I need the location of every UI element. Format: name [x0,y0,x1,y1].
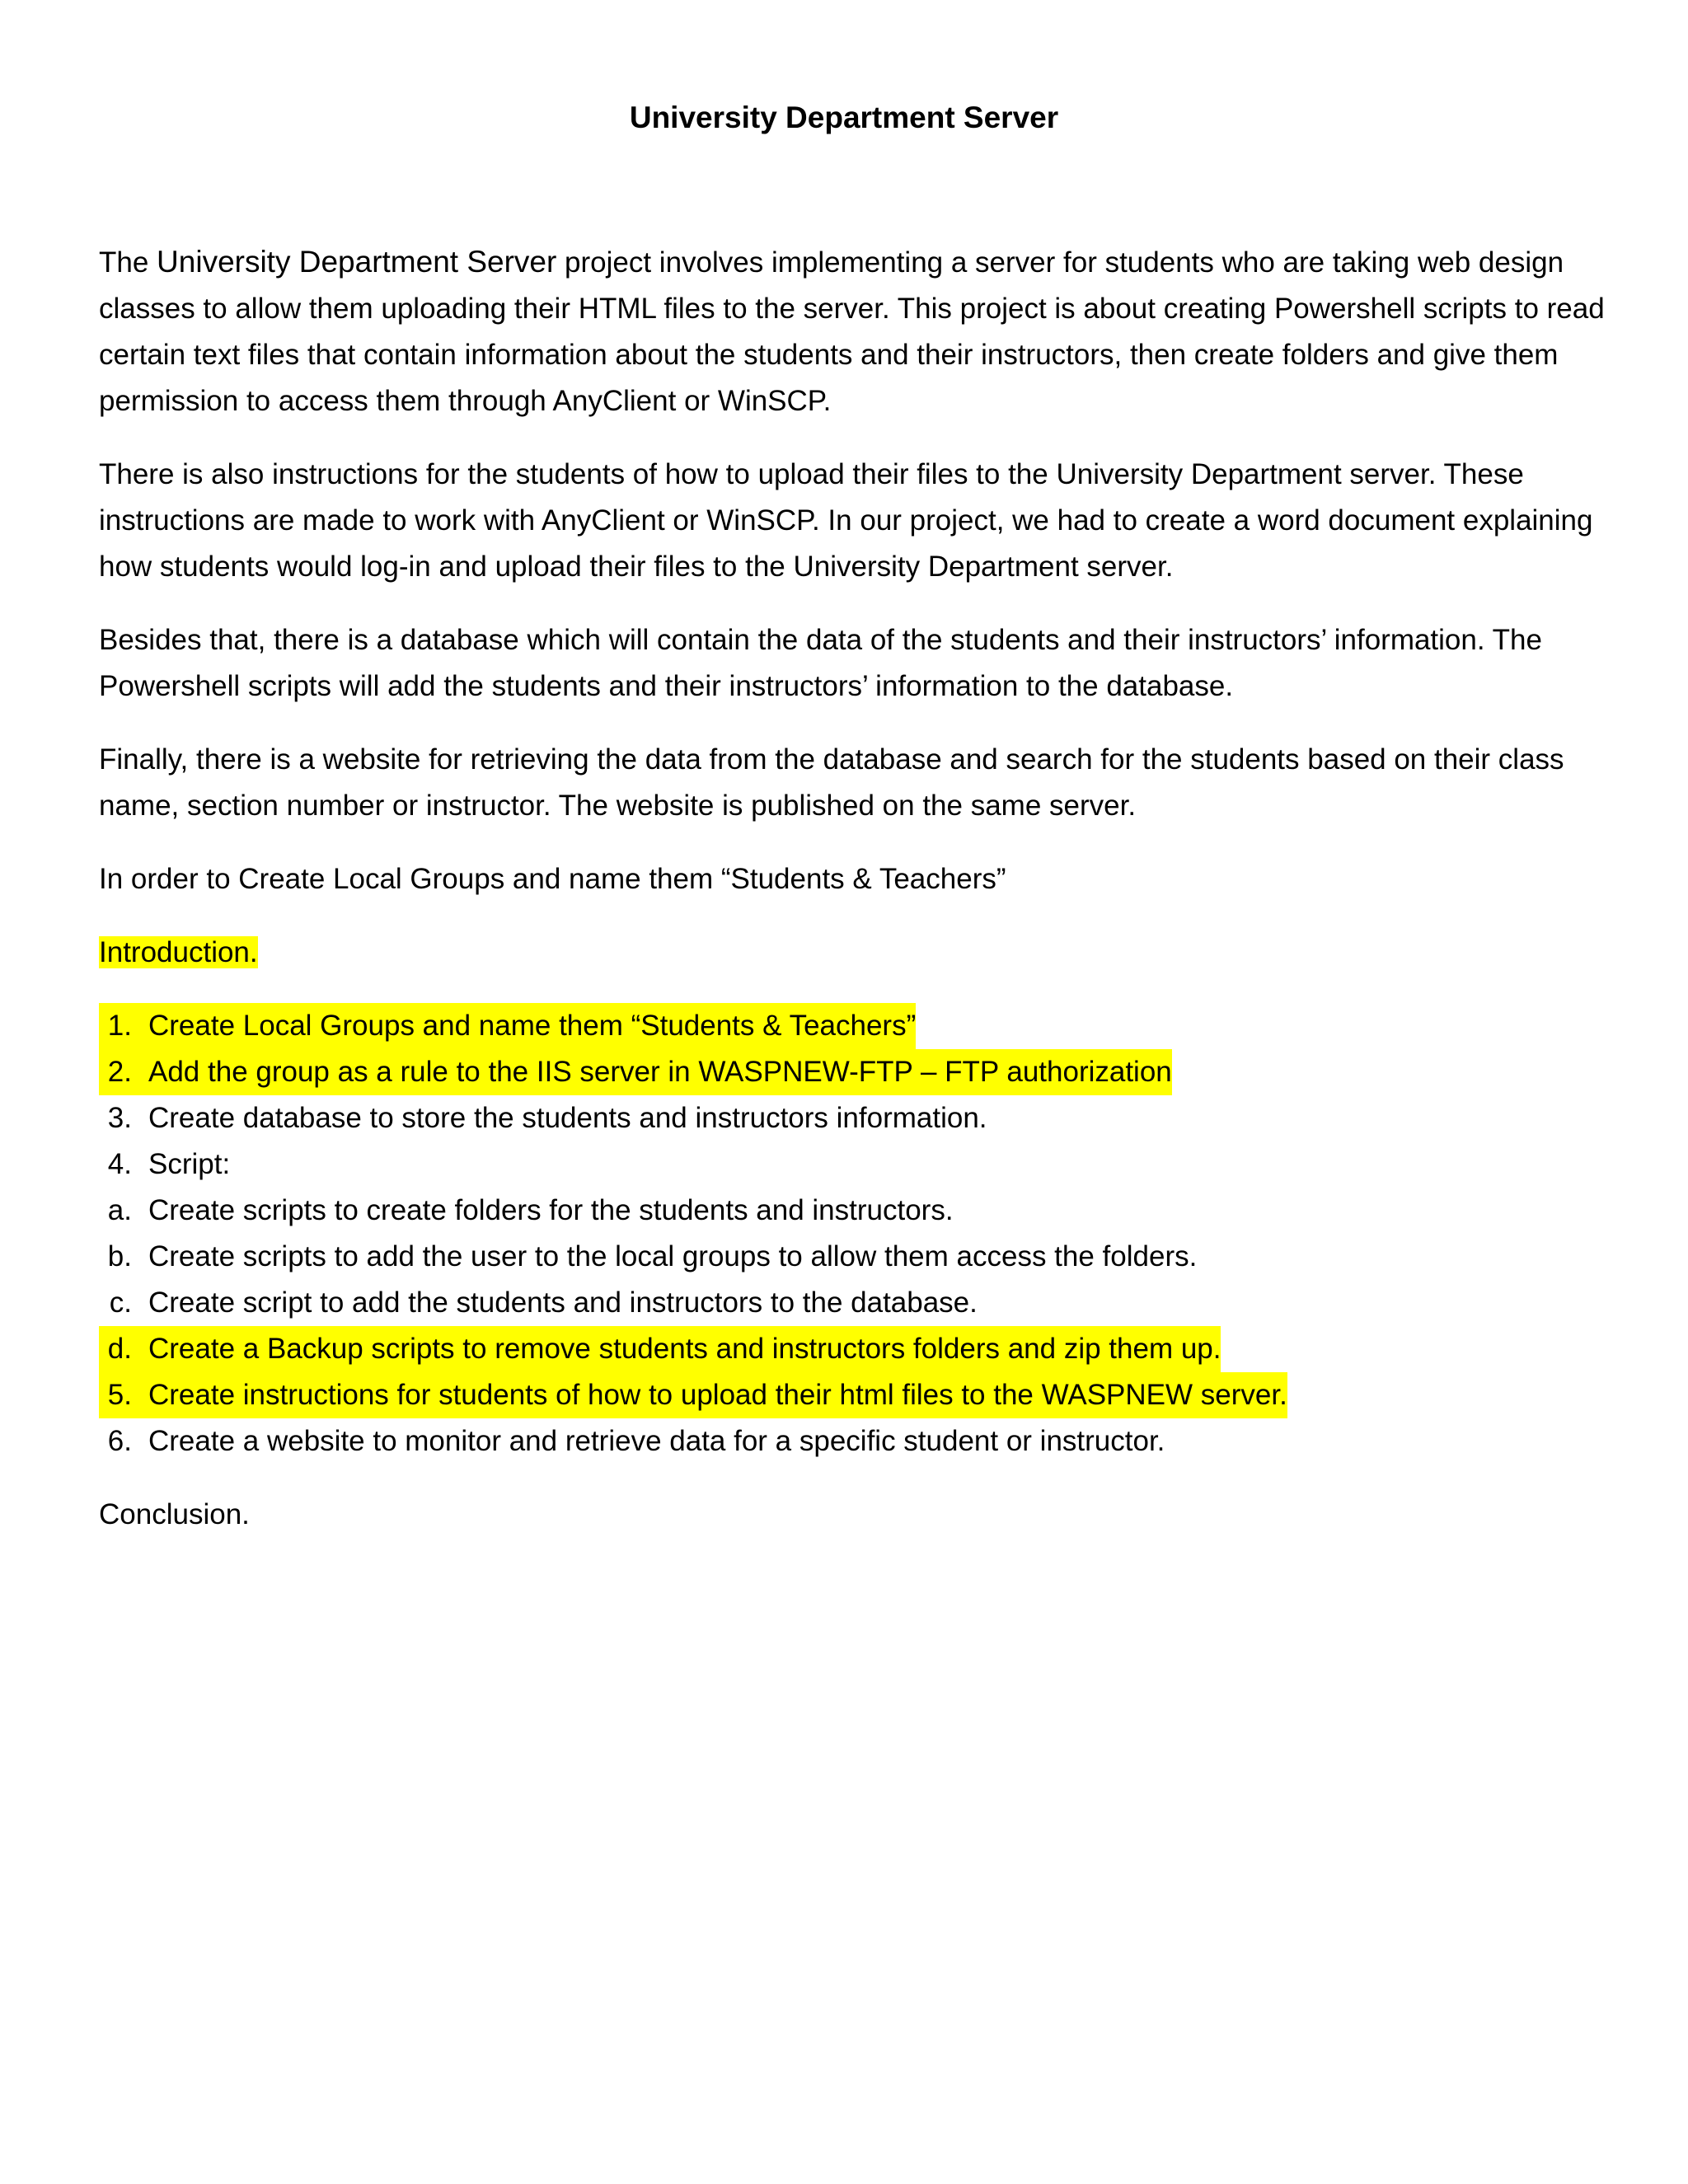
list-item-text: Script: [148,1148,231,1180]
list-item-text: Create Local Groups and name them “Students & Teachers” [148,1010,917,1042]
introduction-heading [99,930,1607,976]
document-title: University Department Server [629,101,1059,134]
list-marker: b. [107,1240,132,1272]
list-item-text: Create a website to monitor and retrieve data for a specific student or instructor. [148,1425,1165,1457]
list-marker: 2. [107,1056,132,1088]
list-item-row [99,1049,1172,1095]
introduction-label: Introduction. [99,936,258,968]
list-item-row [99,1095,987,1141]
list-item-row [99,1418,1165,1465]
list-item-row [99,1372,1287,1418]
list-item-row [99,1003,916,1049]
list-marker: 1. [107,1010,132,1042]
list-item [99,1049,1607,1095]
list-item-text: Create scripts to add the user to the local groups to allow them access the folders. [148,1240,1198,1272]
paragraph-instructions: There is also instructions for the students of how to upload their files to the University Department server. These instructions are made to work with AnyClient or WinSCP. In our project, we had to create a word document explaining how students would log-in and upload their files to the University Department server. [99,458,1593,583]
paragraph-website: Finally, there is a website for retrieving the data from the database and search for the students based on their class name, section number or instructor. The website is published on the same server. [99,743,1564,822]
list-marker: 3. [107,1102,132,1134]
list-item-row [99,1188,954,1234]
list-subitem [99,1280,1607,1326]
intro-paragraph [99,239,1607,424]
intro-inline-title: University Department Server [157,245,557,279]
list-marker: 6. [107,1425,132,1457]
list-item [99,1418,1607,1465]
task-list [99,1003,1607,1465]
list-item [99,1141,1607,1188]
document-body [99,239,1607,1565]
list-item-text: Create script to add the students and instructors to the database. [148,1286,978,1319]
list-item-text: Add the group as a rule to the IIS server in WASPNEW-FTP – FTP authorization [148,1056,1172,1088]
list-item-text: Create instructions for students of how to upload their html files to the WASPNEW server. [148,1379,1287,1411]
list-item [99,1003,1607,1049]
intro-lead: The [99,246,157,279]
list-item-row [99,1234,1197,1280]
intro-rest: project involves implementing a server for students who are taking web design classes to allow them uploading their HTML files to the server. This project is about creating Powershell scripts to read certain text files that contain information about the students and their instructors, then create folders and give them permission to access them through AnyClient or WinSCP. [99,246,1605,417]
list-item-text: Create database to store the students and instructors information. [148,1102,987,1134]
list-marker: c. [109,1286,132,1319]
paragraph-local-groups: In order to Create Local Groups and name them “Students & Teachers” [99,863,1006,895]
list-marker: d. [107,1333,132,1365]
list-item [99,1095,1607,1141]
list-marker: a. [107,1194,132,1226]
list-item-text: Create scripts to create folders for the students and instructors. [148,1194,954,1226]
list-subitem [99,1326,1607,1372]
list-item-row [99,1280,978,1326]
list-subitem [99,1234,1607,1280]
list-marker: 4. [107,1148,132,1180]
list-item-row [99,1326,1221,1372]
list-item-text: Create a Backup scripts to remove students and instructors folders and zip them up. [148,1333,1221,1365]
list-item-row [99,1141,230,1188]
list-marker: 5. [107,1379,132,1411]
conclusion-heading: Conclusion. [99,1498,250,1530]
list-item [99,1372,1607,1418]
list-subitem [99,1188,1607,1234]
paragraph-database: Besides that, there is a database which will contain the data of the students and their instructors’ information. The Powershell scripts will add the students and their instructors’ information to the database. [99,624,1542,702]
